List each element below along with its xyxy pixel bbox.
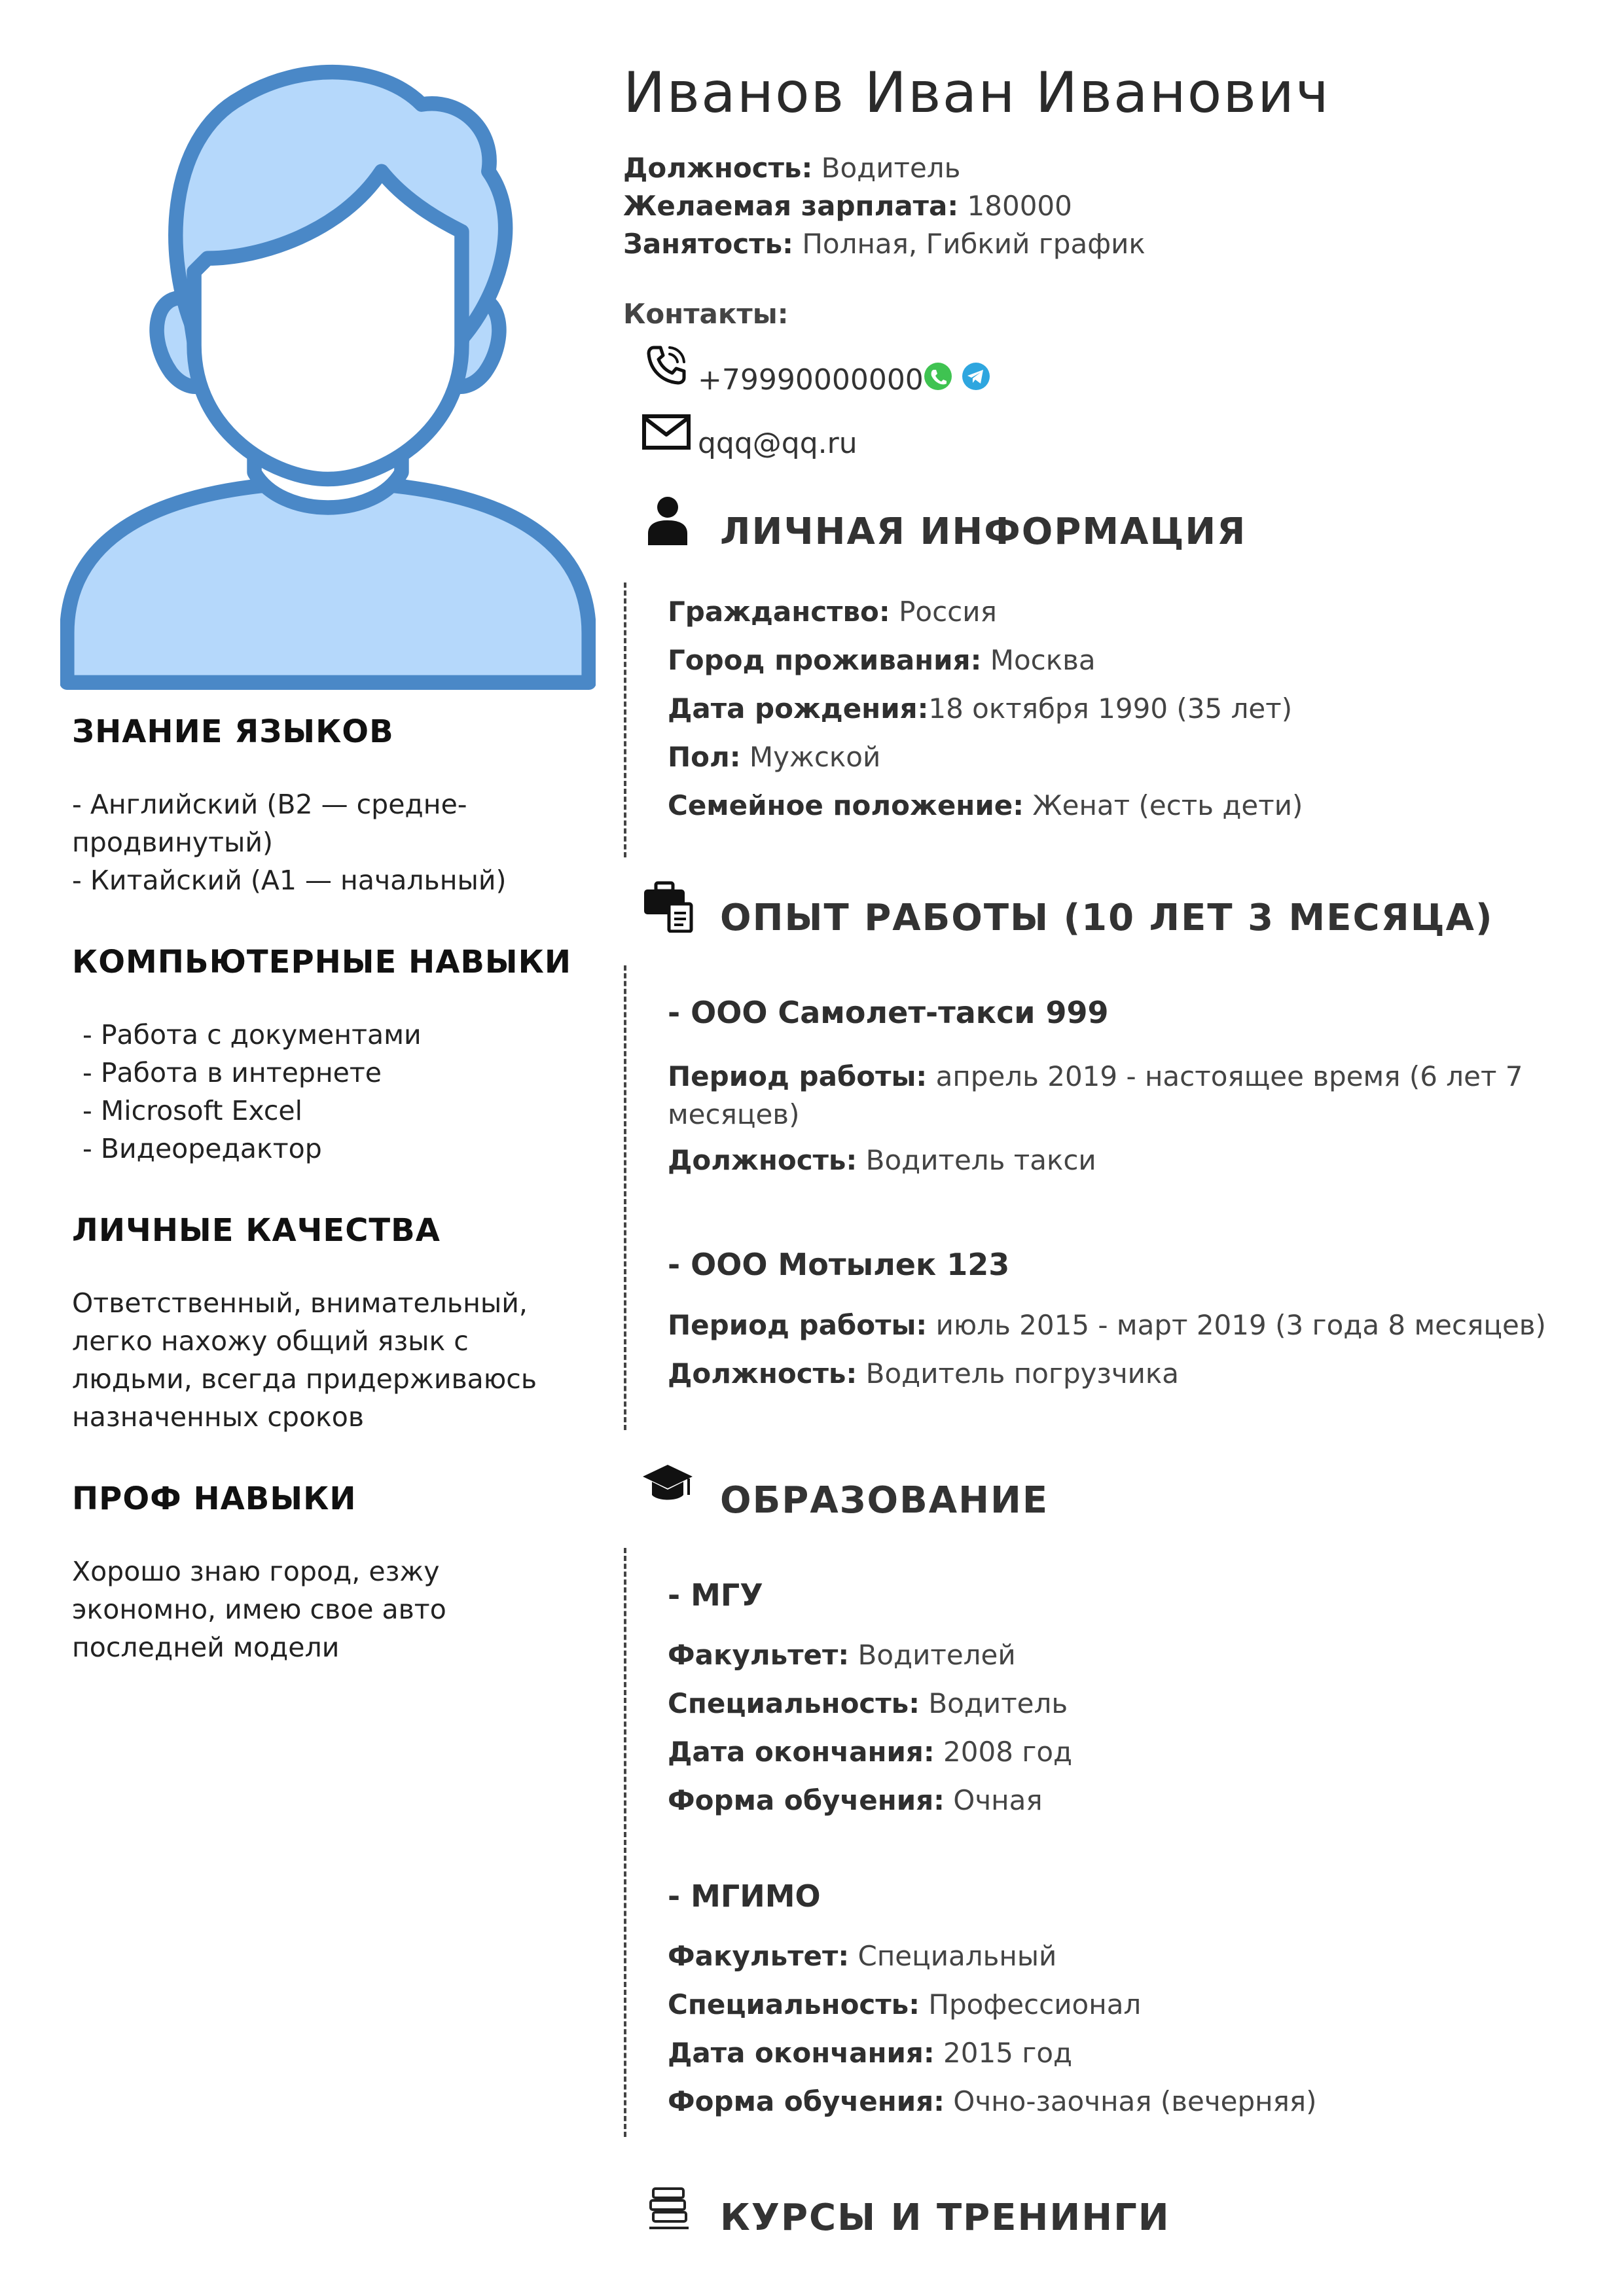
education-row: Дата окончания: 2008 год (668, 1736, 1073, 1768)
list-item: - Работа в интернете (82, 1057, 382, 1088)
info-row: Гражданство: Россия (668, 596, 997, 628)
education-institution: - МГУ (668, 1577, 763, 1613)
info-row: Город проживания: Москва (668, 644, 1096, 676)
job-position: Должность: Водитель погрузчика (668, 1357, 1180, 1390)
languages-title: ЗНАНИЕ ЯЗЫКОВ (72, 713, 394, 750)
whatsapp-icon[interactable] (923, 361, 953, 391)
computer-skills-list (82, 1016, 580, 1168)
job-company: - ООО Мотылек 123 (668, 1247, 1010, 1282)
phone-number[interactable]: +79990000000 (698, 363, 924, 397)
education-row: Факультет: Специальный (668, 1940, 1057, 1972)
list-item: - Работа с документами (82, 1019, 422, 1050)
courses-title: КУРСЫ И ТРЕНИНГИ (720, 2197, 1170, 2239)
job-position: Должность: Водитель такси (668, 1144, 1096, 1176)
list-item: - Китайский (A1 — начальный) (72, 865, 507, 896)
section-divider (624, 583, 626, 857)
email-icon (641, 414, 691, 450)
personal-qualities-title: ЛИЧНЫЕ КАЧЕСТВА (72, 1212, 441, 1249)
job-company: - ООО Самолет-такси 999 (668, 995, 1109, 1030)
section-divider (624, 1548, 626, 2137)
list-item: - Видеоредактор (82, 1133, 322, 1164)
graduation-cap-icon (641, 1461, 694, 1513)
education-row: Форма обучения: Очная (668, 1784, 1043, 1816)
education-row: Специальность: Водитель (668, 1687, 1068, 1719)
list-item: - Microsoft Excel (82, 1095, 303, 1126)
phone-icon (645, 344, 688, 387)
info-row: Дата рождения:18 октября 1990 (35 лет) (668, 692, 1293, 725)
prof-skills-title: ПРОФ НАВЫКИ (72, 1480, 357, 1517)
books-icon (648, 2186, 690, 2232)
personal-qualities-text: Ответственный, внимательный, легко нахожу общий язык с людьми, всегда придерживаюсь назначенных сроков (72, 1287, 537, 1433)
info-row: Семейное положение: Женат (есть дети) (668, 789, 1303, 821)
employment-line: Занятость: Полная, Гибкий график (623, 228, 1146, 260)
education-title: ОБРАЗОВАНИЕ (720, 1479, 1049, 1522)
education-row: Факультет: Водителей (668, 1639, 1016, 1671)
languages-list (72, 785, 569, 899)
info-row: Пол: Мужской (668, 741, 881, 773)
education-row: Дата окончания: 2015 год (668, 2037, 1073, 2069)
job-period: Период работы: апрель 2019 - настоящее время (6 лет 7 месяцев) (668, 1060, 1523, 1130)
computer-skills-title: КОМПЬЮТЕРНЫЕ НАВЫКИ (72, 944, 572, 980)
position-line: Должность: Водитель (623, 152, 961, 184)
education-institution: - МГИМО (668, 1878, 821, 1914)
telegram-icon[interactable] (961, 361, 991, 391)
contacts-label: Контакты: (623, 298, 789, 330)
section-divider (624, 965, 626, 1430)
job-period: Период работы: июль 2015 - март 2019 (3 года 8 месяцев) (668, 1309, 1546, 1341)
briefcase-icon (641, 880, 694, 933)
list-item: продвинутый) (72, 827, 274, 858)
education-row: Специальность: Профессионал (668, 1988, 1142, 2020)
email-link[interactable]: qqq@qq.ru (698, 427, 857, 460)
personal-info-title: ЛИЧНАЯ ИНФОРМАЦИЯ (720, 511, 1247, 553)
education-row: Форма обучения: Очно-заочная (вечерняя) (668, 2085, 1317, 2117)
avatar-icon (60, 58, 596, 690)
prof-skills-text: Хорошо знаю город, езжу экономно, имею свое авто последней модели (72, 1556, 446, 1663)
experience-title: ОПЫТ РАБОТЫ (10 ЛЕТ 3 МЕСЯЦА) (720, 897, 1494, 939)
list-item: - Английский (B2 — средне- (72, 789, 467, 820)
salary-line: Желаемая зарплата: 180000 (623, 190, 1072, 222)
person-icon (641, 494, 694, 547)
page-title: Иванов Иван Иванович (623, 60, 1330, 126)
